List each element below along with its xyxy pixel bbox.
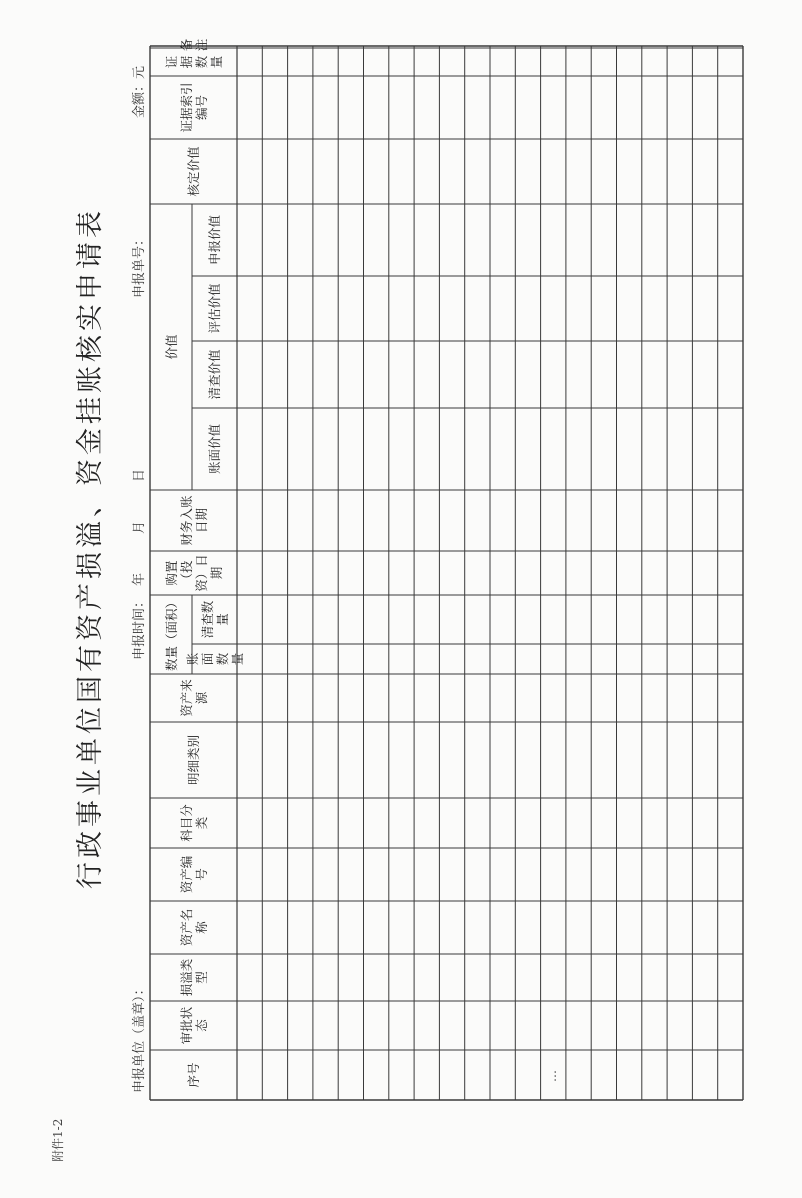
header-subject-category: 科目分类 [178,804,209,842]
header-asset-source: 资产来源 [178,679,209,717]
header-inventory-value: 清查价值 [207,349,222,400]
header-evidence-quantity: 证据数量 [163,55,224,69]
header-remarks: 备注 [178,38,209,52]
reporting-unit-label: 申报单位（盖章）： [132,982,147,1093]
header-approved-value: 核定价值 [186,146,201,197]
header-appraised-value: 评估价值 [207,283,222,334]
header-group-quantity: 数量（面积） [163,595,179,671]
header-purchase-date: 购置（投资）日期 [163,554,224,592]
currency-unit-label: 金额：元 [132,65,147,118]
reporting-time-label: 申报时间： [132,594,147,660]
header-approval-status: 审批状态 [178,1006,209,1045]
header-seq: 序号 [186,1062,201,1088]
header-evidence-index-number: 证据索引编号 [178,82,209,133]
header-loss-type: 损溢类型 [178,958,209,997]
row-ellipsis-marker: … [544,1070,559,1082]
form-title: 行政事业单位国有资产损溢、资金挂账核实申请表 [75,207,106,889]
report-number-label: 申报单号： [132,232,147,298]
attachment-label: 附件1-2 [51,1118,65,1162]
header-group-value: 价值 [163,334,179,360]
header-inventory-quantity: 清查数量 [199,600,230,639]
header-detail-category: 明细类别 [186,735,201,786]
reporting-date-text: 年 月 日 [132,468,147,586]
header-asset-number: 资产编号 [178,855,209,894]
header-asset-name: 资产名称 [178,908,209,947]
header-book-quantity: 账面数量 [184,652,245,666]
header-book-value: 账面价值 [207,424,222,475]
header-finance-entry-date: 财务入账日期 [178,495,209,546]
header-declared-value: 申报价值 [207,215,222,266]
